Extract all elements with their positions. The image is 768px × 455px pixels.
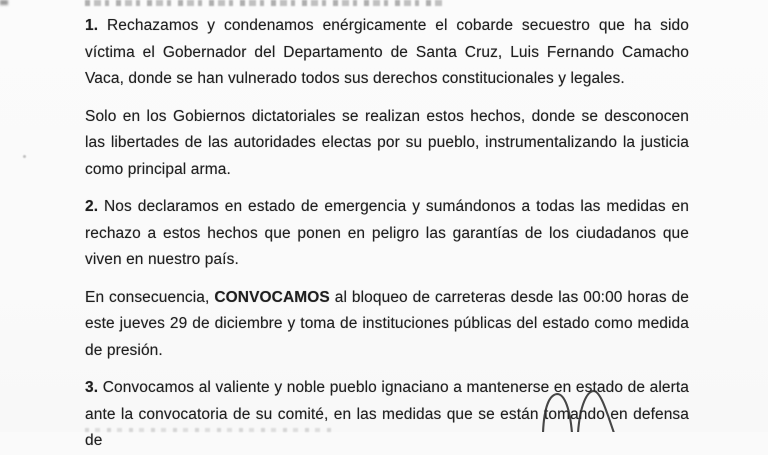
convocamos-emphasis: CONVOCAMOS [214,288,330,306]
clipped-text-line-bottom [85,428,335,432]
paragraph-2 [85,104,689,184]
paragraph-number: 3. [85,379,99,396]
paragraph-text: Nos declaramos en estado de emergencia y sumándonos a todas las medidas en rechazo a estos hechos que ponen en peligro las garantías de los ciudadanos que viven en nuestro país. [85,198,689,268]
paragraph-text: Rechazamos y condenamos enérgicamente el cobarde secuestro que ha sido víctima el Gobernador del Departamento de Santa Cruz, Luis Fernando Camacho Vaca, donde se han vulnerado todos sus derechos constitucionales y legales. [85,17,689,87]
paragraph-text: Convocamos al valiente y noble pueblo ignaciano a mantenerse en estado de alerta ante la convocatoria de su comité, en las medidas que se están tomando en defensa de [85,379,689,449]
paragraph-text: Solo en los Gobiernos dictatoriales se realizan estos hechos, donde se desconocen las libertades de las autoridades electas por su pueblo, instrumentalizando la justicia como principal arma. [85,107,689,178]
scan-corner-smudge [0,0,8,5]
paragraph-number: 2. [85,198,99,215]
paragraph-number: 1. [85,17,99,34]
paper-speck [23,155,26,158]
paragraph-5 [85,375,689,455]
paragraph-text: al bloqueo de carreteras desde las 00:00 horas de este jueves 29 de diciembre y toma de instituciones públicas del estado como medida de presión. [85,288,689,359]
document-body [85,13,689,455]
paragraph-4 [85,285,689,365]
clipped-text-line-top [85,0,443,6]
paragraph-1 [85,13,689,93]
paragraph-3 [85,194,689,274]
paragraph-text: En consecuencia, [85,288,215,306]
